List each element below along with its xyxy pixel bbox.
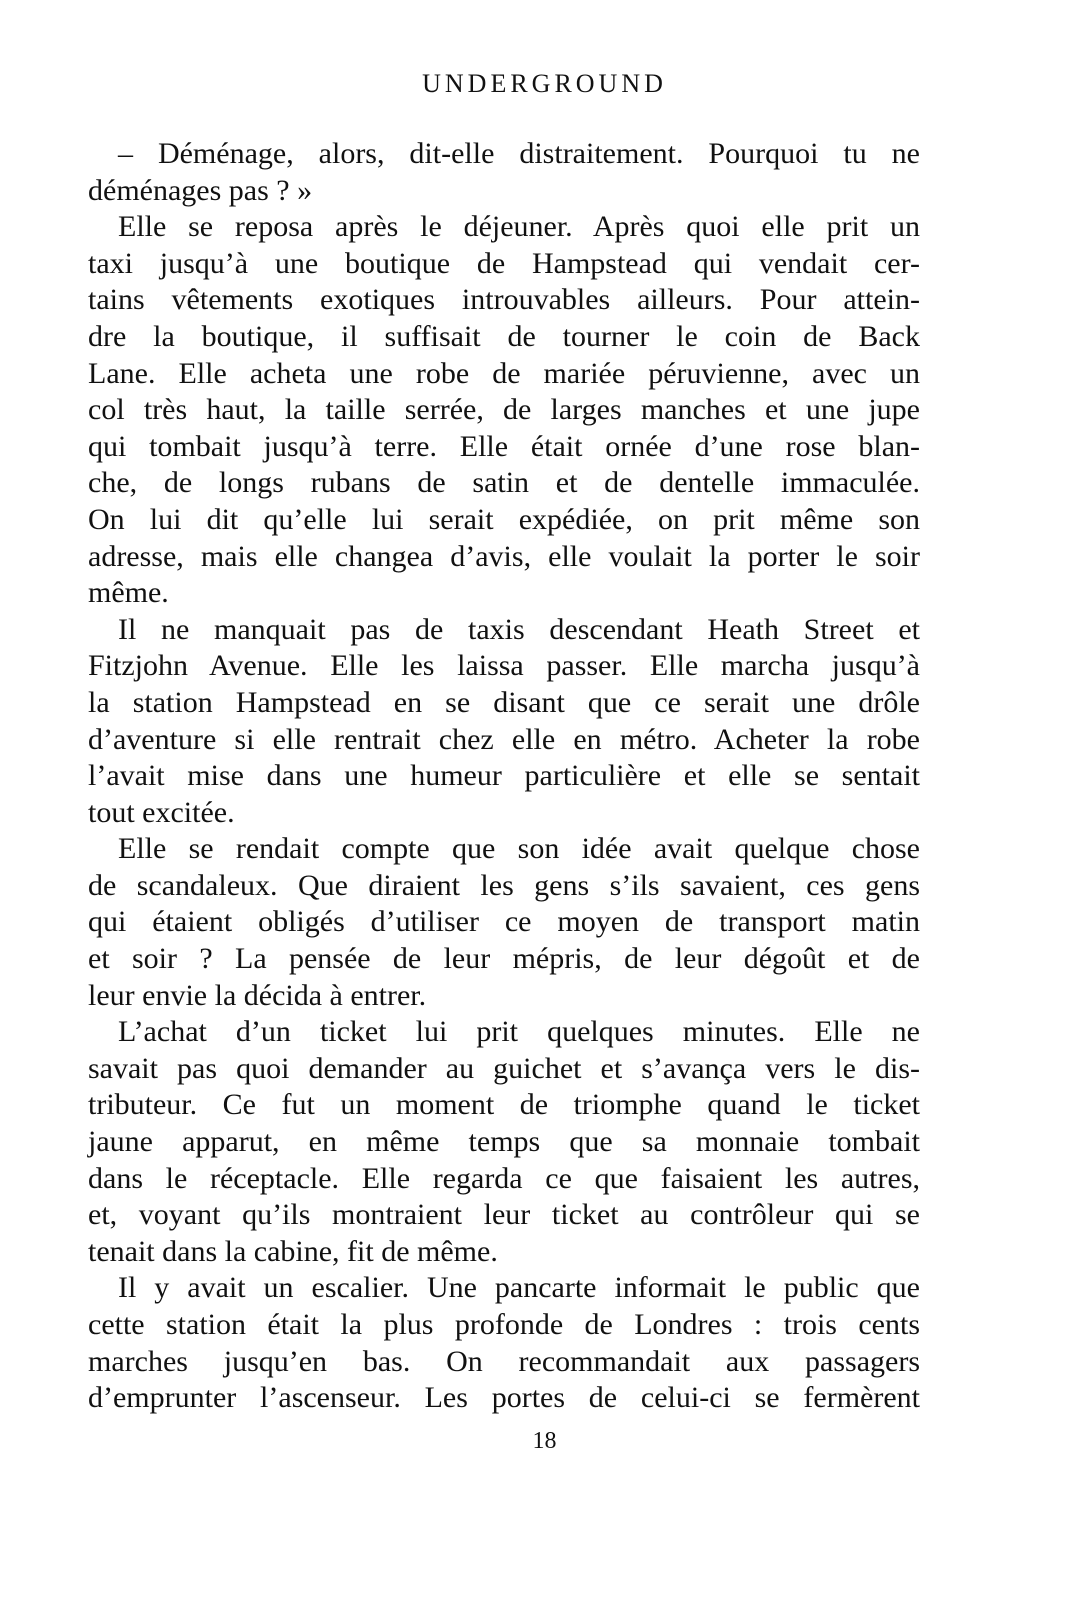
text-line: – Déménage, alors, dit-elle distraitement. Pourquoi tu ne [118, 137, 920, 170]
text-line: leur envie la décida à entrer. [88, 978, 427, 1012]
text-line: Il ne manquait pas de taxis descendant Heath Street et [118, 612, 920, 646]
text-line: d’aventure si elle rentrait chez elle en métro. Acheter la robe [88, 722, 920, 756]
text-line: d’emprunter l’ascenseur. Les portes de celui-ci se fermèrent [88, 1381, 920, 1415]
page-number: 18 [532, 1428, 557, 1454]
text-line: qui tombait jusqu’à terre. Elle était ornée d’une rose blan- [88, 429, 920, 463]
text-line: col très haut, la taille serrée, de larges manches et une jupe [88, 393, 920, 427]
text-line: Elle se rendait compte que son idée avait quelque chose [118, 832, 920, 866]
text-line: dans le réceptacle. Elle regarda ce que faisaient les autres, [88, 1161, 920, 1195]
body-text [88, 136, 920, 1417]
text-line: On lui dit qu’elle lui serait expédiée, on prit même son [88, 502, 920, 536]
text-line: et, voyant qu’ils montraient leur ticket au contrôleur qui se [88, 1198, 920, 1232]
text-line: l’avait mise dans une humeur particulière et elle se sentait [88, 759, 920, 793]
text-line: savait pas quoi demander au guichet et s’avança vers le dis- [88, 1051, 920, 1085]
text-line: de scandaleux. Que diraient les gens s’ils savaient, ces gens [88, 868, 920, 902]
text-line: adresse, mais elle changea d’avis, elle voulait la porter le soir [88, 539, 920, 573]
text-line: même. [88, 576, 169, 610]
text-line: marches jusqu’en bas. On recommandait aux passagers [88, 1344, 920, 1378]
text-line: la station Hampstead en se disant que ce serait une drôle [88, 685, 920, 719]
text-line: tout excitée. [88, 795, 235, 829]
text-line: jaune apparut, en même temps que sa monnaie tombait [88, 1125, 920, 1159]
text-line: et soir ? La pensée de leur mépris, de leur dégoût et de [88, 942, 920, 976]
text-line: Fitzjohn Avenue. Elle les laissa passer. Elle marcha jusqu’à [88, 649, 920, 683]
text-line: tains vêtements exotiques introuvables ailleurs. Pour attein- [88, 283, 920, 317]
text-line: tributeur. Ce fut un moment de triomphe quand le ticket [88, 1088, 920, 1122]
text-line: taxi jusqu’à une boutique de Hampstead qui vendait cer- [88, 246, 920, 280]
text-line: tenait dans la cabine, fit de même. [88, 1234, 498, 1268]
running-head: UNDERGROUND [422, 69, 667, 98]
text-line: qui étaient obligés d’utiliser ce moyen de transport matin [88, 905, 920, 939]
text-line: cette station était la plus profonde de Londres : trois cents [88, 1308, 920, 1341]
text-line: Il y avait un escalier. Une pancarte informait le public que [118, 1271, 920, 1305]
text-line: dre la boutique, il suffisait de tourner le coin de Back [88, 319, 920, 353]
text-line: che, de longs rubans de satin et de dentelle immaculée. [88, 466, 920, 500]
text-line: déménages pas ? » [88, 173, 313, 207]
text-line: Lane. Elle acheta une robe de mariée péruvienne, avec un [88, 356, 920, 390]
text-line: L’achat d’un ticket lui prit quelques minutes. Elle ne [118, 1015, 920, 1049]
text-line: Elle se reposa après le déjeuner. Après quoi elle prit un [118, 210, 920, 244]
